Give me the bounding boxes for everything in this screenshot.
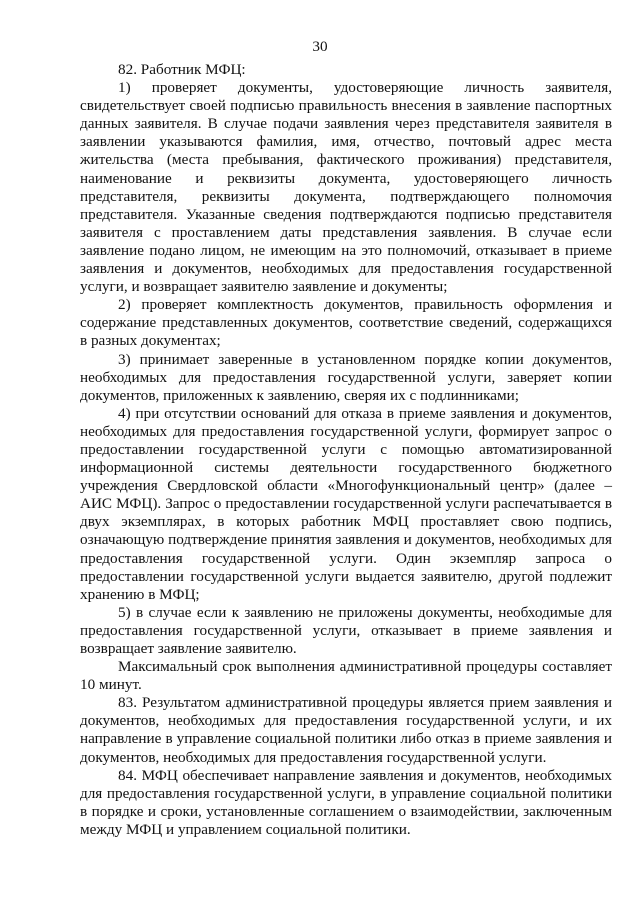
paragraph-item-2: 2) проверяет комплектность документов, правильность оформления и содержание представленных документов, соответствие сведений, содержащихся в разных документах; xyxy=(80,296,612,350)
page-number: 30 xyxy=(312,38,328,55)
paragraph-item-3: 3) принимает заверенные в установленном порядке копии документов, необходимых для предоставления государственной услуги, заверяет копии документов, приложенных к заявлению, сверяя их с подлинниками; xyxy=(80,350,612,404)
paragraph-83: 83. Результатом административной процедуры является прием заявления и документов, необходимых для предоставления государственной услуги, и их направление в управление социальной политики либо отказ в приеме заявления и документов, необходимых для предоставления государственной услуги. xyxy=(80,694,612,766)
paragraph-item-4: 4) при отсутствии оснований для отказа в приеме заявления и документов, необходимых для предоставления государственной услуги, формирует запрос о предоставлении государственной услуги с помощью автоматизированной информационной системы деятельности государственного бюджетного учреждения Свердловской области «Многофункциональный центр» (далее – АИС МФЦ). Запрос о предоставлении государственной услуги распечатывается в двух экземплярах, в которых работник МФЦ проставляет свою подпись, означающую подтверждение принятия заявления и документов, необходимых для предоставления государственной услуги. Один экземпляр запроса о предоставлении государственной услуги выдается заявителю, другой подлежит хранению в МФЦ; xyxy=(80,404,612,603)
paragraph-item-5: 5) в случае если к заявлению не приложены документы, необходимые для предоставления государственной услуги, отказывает в приеме заявления и возвращает заявление заявителю. xyxy=(80,603,612,657)
document-body xyxy=(80,61,612,839)
paragraph-max-time: Максимальный срок выполнения административной процедуры составляет 10 минут. xyxy=(80,658,612,694)
paragraph-82-heading: 82. Работник МФЦ: xyxy=(118,61,246,78)
paragraph-item-1: 1) проверяет документы, удостоверяющие личность заявителя, свидетельствует своей подписью правильность внесения в заявление паспортных данных заявителя. В случае подачи заявления через представителя заявителя в заявлении указываются фамилия, имя, отчество, почтовый адрес места жительства (места пребывания, фактического проживания) представителя, наименование и реквизиты документа, удостоверяющего личность представителя, реквизиты документа, подтверждающего полномочия представителя. Указанные сведения подтверждаются подписью представителя заявителя с проставлением даты представления заявления. В случае если заявление подано лицом, не имеющим на это полномочий, отказывает в приеме заявления и документов, необходимых для предоставления государственной услуги, и возвращает заявителю заявление и документы; xyxy=(80,79,612,296)
paragraph-84: 84. МФЦ обеспечивает направление заявления и документов, необходимых для предоставления государственной услуги, в управление социальной политики в порядке и сроки, установленные соглашением о взаимодействии, заключенным между МФЦ и управлением социальной политики. xyxy=(80,766,612,838)
